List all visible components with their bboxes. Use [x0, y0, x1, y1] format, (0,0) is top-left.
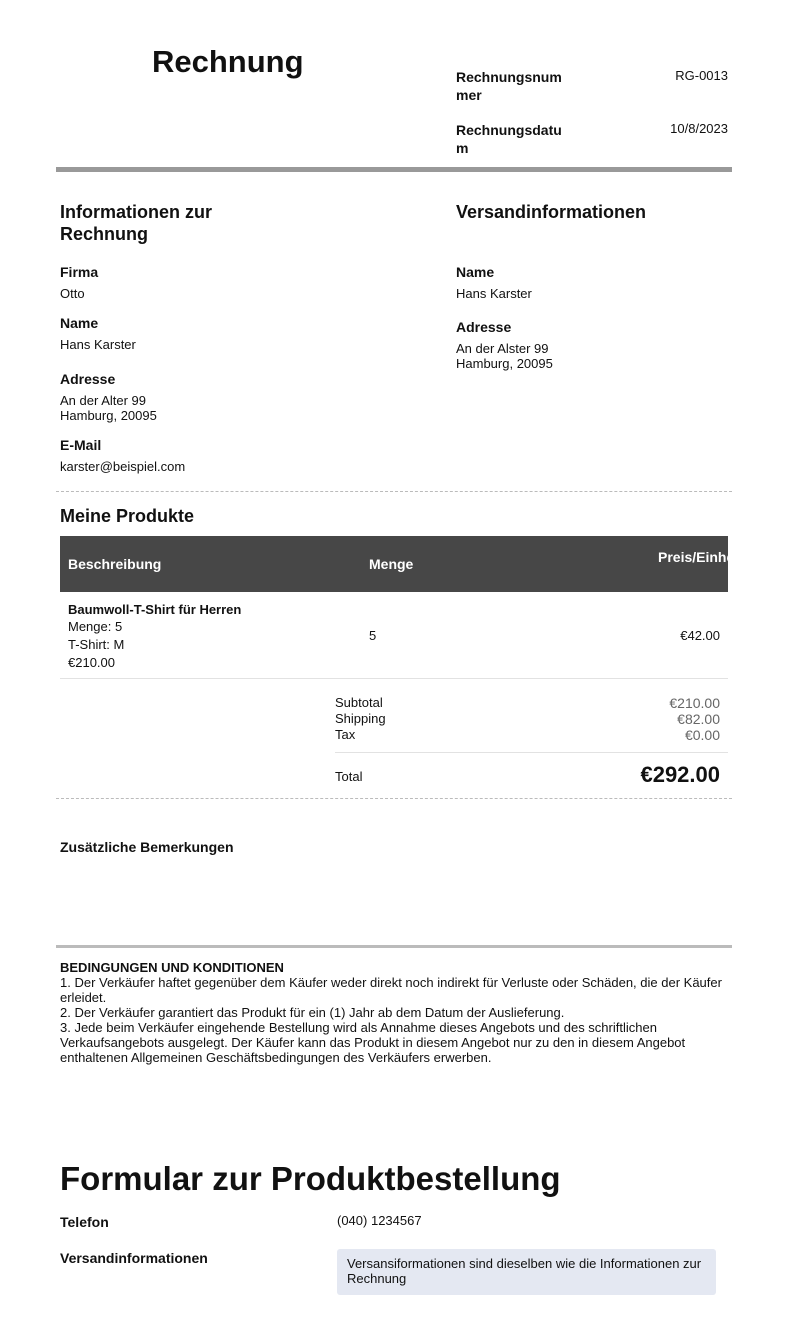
column-unit-price: Preis/Einheit	[658, 549, 743, 565]
product-detail-total: €210.00	[68, 655, 115, 670]
shipping-name-label: Name	[456, 264, 495, 280]
column-description: Beschreibung	[68, 556, 162, 572]
shipping-cost-label: Shipping	[335, 711, 386, 726]
totals-divider	[335, 752, 728, 753]
column-quantity: Menge	[369, 556, 414, 572]
terms-heading: BEDINGUNGEN UND KONDITIONEN	[60, 960, 284, 975]
section-divider	[56, 798, 732, 799]
invoice-date-value: 10/8/2023	[670, 121, 728, 136]
product-detail-variant: T-Shirt: M	[68, 637, 125, 652]
terms-item: 2. Der Verkäufer garantiert das Produkt für ein (1) Jahr ab dem Datum der Auslieferung.	[60, 1005, 565, 1020]
shipping-same-as-billing-note: Versansiformationen sind dieselben wie die Informationen zur Rechnung	[337, 1249, 716, 1295]
terms-divider	[56, 945, 732, 948]
total-value: €292.00	[640, 762, 720, 787]
billing-address-line1: An der Alter 99	[60, 393, 146, 408]
subtotal-label: Subtotal	[335, 695, 383, 710]
billing-name-label: Name	[60, 315, 99, 331]
phone-label: Telefon	[60, 1214, 109, 1230]
product-quantity: 5	[369, 628, 377, 643]
product-unit-price: €42.00	[680, 628, 720, 643]
billing-email-label: E-Mail	[60, 437, 102, 453]
invoice-title: Rechnung	[152, 44, 304, 79]
invoice-number-label: Rechnungsnum mer	[456, 69, 562, 103]
shipping-heading: Versandinformationen	[456, 202, 647, 222]
shipping-name-value: Hans Karster	[456, 286, 532, 301]
shipping-address-line1: An der Alster 99	[456, 341, 549, 356]
products-table-header	[60, 536, 743, 592]
billing-address-line2: Hamburg, 20095	[60, 408, 157, 423]
total-label: Total	[335, 769, 363, 784]
products-heading: Meine Produkte	[60, 506, 195, 526]
shipping-address-line2: Hamburg, 20095	[456, 356, 553, 371]
billing-address-label: Adresse	[60, 371, 116, 387]
product-detail-qty: Menge: 5	[68, 619, 123, 634]
product-name: Baumwoll-T-Shirt für Herren	[68, 602, 242, 617]
terms-item: 3. Jede beim Verkäufer eingehende Bestellung wird als Annahme dieses Angebots und des schriftlichen Verkaufsangebots ausgelegt. Der Käufer kann das Produkt in diesem Angebot nur zu den in diesem Angebot enthaltenen Allgemeinen Geschäftsbedingungen des Verkäufers erwerben.	[60, 1020, 686, 1065]
phone-value: (040) 1234567	[337, 1213, 422, 1228]
tax-label: Tax	[335, 727, 356, 742]
table-row	[68, 602, 348, 672]
terms-item: 1. Der Verkäufer haftet gegenüber dem Käufer weder direkt noch indirekt für Verluste oder Schäden, die der Käufer erleidet.	[60, 975, 722, 1005]
billing-company-label: Firma	[60, 264, 99, 280]
billing-email-value: karster@beispiel.com	[60, 459, 186, 474]
subtotal-value: €210.00	[669, 695, 720, 711]
order-form-title: Formular zur Produktbestellung	[60, 1160, 561, 1197]
shipping-address-label: Adresse	[456, 319, 512, 335]
billing-heading: Informationen zur Rechnung	[60, 202, 212, 244]
order-shipping-label: Versandinformationen	[60, 1250, 208, 1266]
terms-block	[60, 960, 732, 1065]
tax-value: €0.00	[684, 727, 720, 743]
billing-name-value: Hans Karster	[60, 337, 136, 352]
section-divider	[56, 491, 732, 492]
remarks-heading: Zusätzliche Bemerkungen	[60, 839, 234, 855]
invoice-number-value: RG-0013	[675, 68, 728, 83]
invoice-date-label: Rechnungsdatu m	[456, 122, 562, 156]
row-divider	[60, 678, 728, 679]
shipping-cost-value: €82.00	[677, 711, 720, 727]
billing-company-value: Otto	[60, 286, 85, 301]
header-divider	[56, 167, 732, 172]
